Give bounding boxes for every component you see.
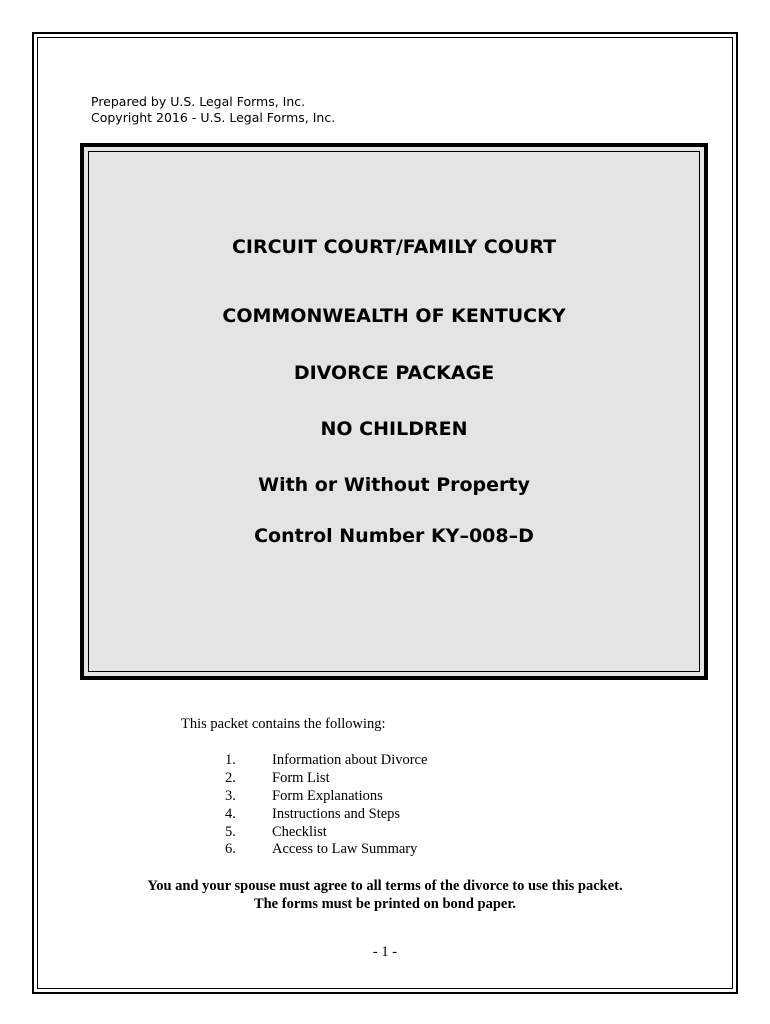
list-item	[225, 751, 427, 769]
control-number: Control Number KY–008–D	[254, 525, 534, 547]
list-item-label: Checklist	[272, 823, 327, 840]
property-title: With or Without Property	[258, 474, 530, 496]
copyright-line: Copyright 2016 - U.S. Legal Forms, Inc.	[91, 110, 336, 125]
notice	[0, 877, 770, 913]
package-title: DIVORCE PACKAGE	[293, 362, 495, 384]
list-item	[225, 840, 427, 858]
list-item-label: Form Explanations	[272, 787, 383, 804]
court-title: CIRCUIT COURT/FAMILY COURT	[231, 236, 557, 258]
page-number: - 1 -	[372, 944, 398, 960]
contents-list	[225, 751, 427, 858]
list-item-number: 5.	[225, 823, 236, 840]
title-box	[80, 143, 708, 680]
agreement-notice: You and your spouse must agree to all terms of the divorce to use this packet.	[147, 878, 623, 894]
prepared-by-line: Prepared by U.S. Legal Forms, Inc.	[91, 94, 306, 109]
preparer-notice	[91, 94, 335, 126]
list-item-label: Instructions and Steps	[272, 805, 401, 822]
list-item	[225, 805, 427, 823]
list-item-number: 1.	[225, 752, 236, 768]
bond-paper-notice: The forms must be printed on bond paper.	[253, 896, 517, 912]
commonwealth-title: COMMONWEALTH OF KENTUCKY	[222, 305, 566, 327]
list-item	[225, 823, 427, 841]
list-item-number: 3.	[225, 787, 236, 804]
contents-intro: This packet contains the following:	[181, 716, 386, 732]
list-item-label: Information about Divorce	[272, 752, 428, 768]
list-item-label: Form List	[272, 769, 330, 786]
list-item	[225, 769, 427, 787]
list-item-label: Access to Law Summary	[272, 841, 418, 858]
list-item-number: 4.	[225, 805, 236, 822]
list-item-number: 6.	[225, 841, 236, 858]
list-item-number: 2.	[225, 769, 236, 786]
list-item	[225, 787, 427, 805]
children-title: NO CHILDREN	[320, 418, 468, 440]
